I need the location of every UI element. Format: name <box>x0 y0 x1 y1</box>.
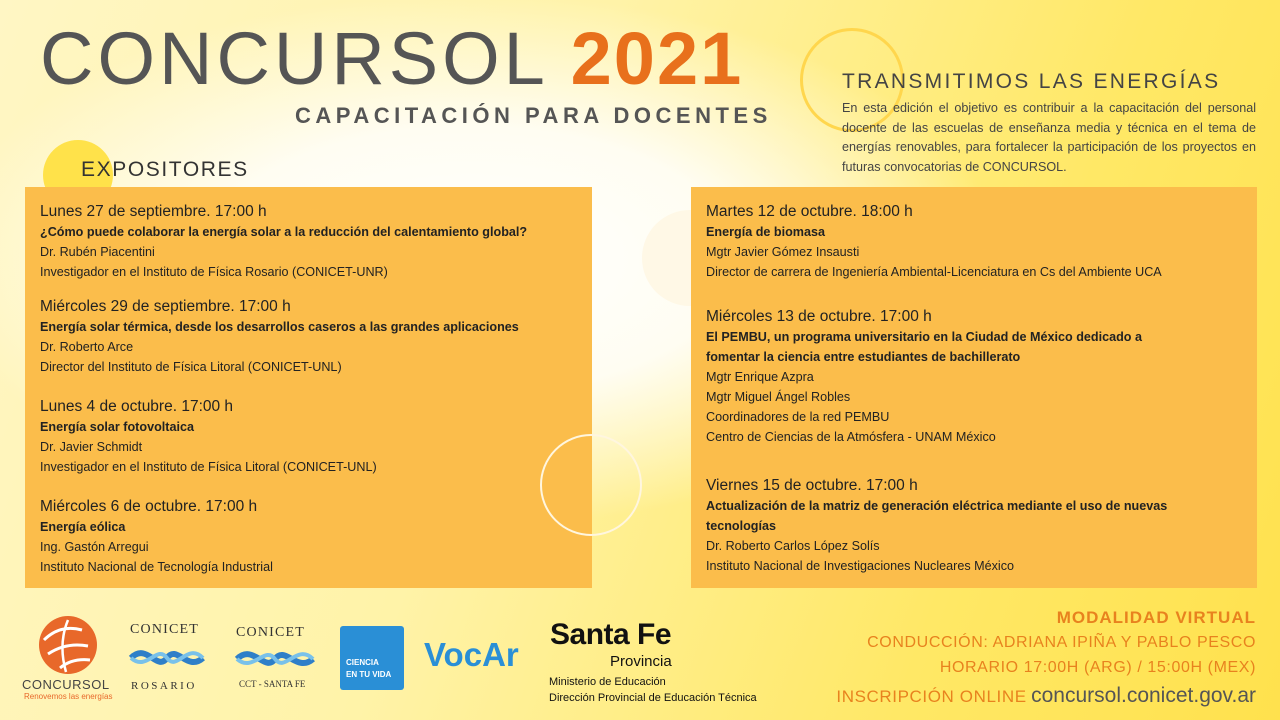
talk-item <box>706 476 1176 576</box>
intro-heading: TRANSMITIMOS LAS ENERGÍAS <box>842 70 1221 93</box>
inscripcion-label: INSCRIPCIÓN ONLINE <box>836 687 1027 706</box>
talk-speaker: Dr. Roberto Carlos López Solís <box>706 539 880 553</box>
horario-text: HORARIO 17:00H (ARG) / 15:00H (MEX) <box>939 659 1256 676</box>
conicet-wave-icon <box>233 643 317 675</box>
talk-date: Lunes 27 de septiembre. 17:00 h <box>40 203 267 220</box>
talk-affiliation: Instituto Nacional de Investigaciones Nucleares México <box>706 559 1015 573</box>
section-label: EXPOSITORES <box>81 158 249 181</box>
sun-logo-icon <box>38 614 98 676</box>
conicet-rosario-top: CONICET <box>130 622 200 637</box>
inscripcion-line <box>836 684 1256 708</box>
concursol-logo-tagline: Renovemos las energías <box>24 692 113 701</box>
talk-title: ¿Cómo puede colaborar la energía solar a la reducción del calentamiento global? <box>40 225 528 239</box>
talk-affiliation: Centro de Ciencias de la Atmósfera - UNAM México <box>706 430 996 444</box>
page-subtitle: CAPACITACIÓN PARA DOCENTES <box>295 103 772 128</box>
ciencia-en-tu-vida-logo <box>340 626 404 690</box>
talk-title: Energía de biomasa <box>706 225 825 239</box>
talk-affiliation: Director de carrera de Ingeniería Ambiental-Licenciatura en Cs del Ambiente UCA <box>706 265 1162 279</box>
page-title <box>40 17 744 100</box>
talk-speaker: Mgtr Enrique Azpra <box>706 370 814 384</box>
conicet-santafe-logo <box>233 625 323 697</box>
talk-date: Martes 12 de octubre. 18:00 h <box>706 203 913 220</box>
concursol-logo-name: CONCURSOL <box>22 677 110 692</box>
talk-date: Viernes 15 de octubre. 17:00 h <box>706 477 918 494</box>
talk-affiliation: Coordinadores de la red PEMBU <box>706 410 890 424</box>
talk-title: Energía solar térmica, desde los desarrollos caseros a las grandes aplicaciones <box>40 320 519 334</box>
conicet-santafe-top: CONICET <box>236 625 306 640</box>
conicet-rosario-logo <box>125 622 215 694</box>
talk-affiliation: Instituto Nacional de Tecnología Industrial <box>40 560 273 574</box>
vocar-logo: VocAr <box>424 636 519 673</box>
talk-item <box>706 202 1162 282</box>
talk-speaker: Mgtr Miguel Ángel Robles <box>706 390 851 404</box>
ciencia-line2: EN TU VIDA <box>346 670 392 679</box>
ciencia-line1: CIENCIA <box>346 658 379 667</box>
talk-date: Miércoles 6 de octubre. 17:00 h <box>40 498 258 515</box>
inscripcion-url[interactable]: concursol.conicet.gov.ar <box>1031 684 1256 707</box>
title-word: CONCURSOL <box>40 17 547 100</box>
talk-title: Actualización de la matriz de generación eléctrica mediante el uso de nuevas tecnologías <box>706 499 1168 533</box>
talk-item <box>40 497 273 577</box>
ministerio-line2: Dirección Provincial de Educación Técnica <box>549 692 757 704</box>
talk-title: Energía eólica <box>40 520 126 534</box>
talk-item <box>40 397 377 477</box>
talks-panel-left <box>25 187 592 588</box>
conduccion-text: CONDUCCIÓN: ADRIANA IPIÑA Y PABLO PESCO <box>867 634 1256 651</box>
talk-speaker: Dr. Rubén Piacentini <box>40 245 155 259</box>
talk-title: El PEMBU, un programa universitario en la Ciudad de México dedicado a fomentar la ciencia entre estudiantes de bachillerato <box>706 330 1142 364</box>
talks-panel-right <box>691 187 1257 588</box>
talk-speaker: Mgtr Javier Gómez Insausti <box>706 245 860 259</box>
talk-item <box>706 307 1186 447</box>
talk-title: Energía solar fotovoltaica <box>40 420 194 434</box>
talk-item <box>40 297 519 377</box>
title-year: 2021 <box>570 17 744 100</box>
talk-speaker: Dr. Javier Schmidt <box>40 440 143 454</box>
talk-date: Lunes 4 de octubre. 17:00 h <box>40 398 234 415</box>
concursol-logo <box>20 612 115 712</box>
santa-fe-logo-sub: Provincia <box>610 653 672 670</box>
talk-date: Miércoles 13 de octubre. 17:00 h <box>706 308 932 325</box>
talk-affiliation: Investigador en el Instituto de Física Rosario (CONICET-UNR) <box>40 265 388 279</box>
talk-item <box>40 202 527 282</box>
ministerio-line1: Ministerio de Educación <box>549 676 666 688</box>
modalidad-label: MODALIDAD VIRTUAL <box>1056 608 1256 627</box>
conicet-rosario-bottom: ROSARIO <box>131 680 197 692</box>
intro-body: En esta edición el objetivo es contribuir a la capacitación del personal docente de las escuelas de enseñanza media y técnica en el tema de energías renovables, para fortalecer la participación de los proyectos en futuras convocatorias de CONCURSOL. <box>842 101 1256 174</box>
conicet-wave-icon <box>127 642 207 674</box>
santa-fe-logo-name: Santa Fe <box>550 618 672 651</box>
talk-date: Miércoles 29 de septiembre. 17:00 h <box>40 298 291 315</box>
decor-ring-middle <box>540 434 642 536</box>
talk-speaker: Ing. Gastón Arregui <box>40 540 149 554</box>
talk-affiliation: Investigador en el Instituto de Física Litoral (CONICET-UNL) <box>40 460 377 474</box>
talk-speaker: Dr. Roberto Arce <box>40 340 134 354</box>
conicet-santafe-bottom: CCT - SANTA FE <box>239 679 306 689</box>
talk-affiliation: Director del Instituto de Física Litoral (CONICET-UNL) <box>40 360 342 374</box>
